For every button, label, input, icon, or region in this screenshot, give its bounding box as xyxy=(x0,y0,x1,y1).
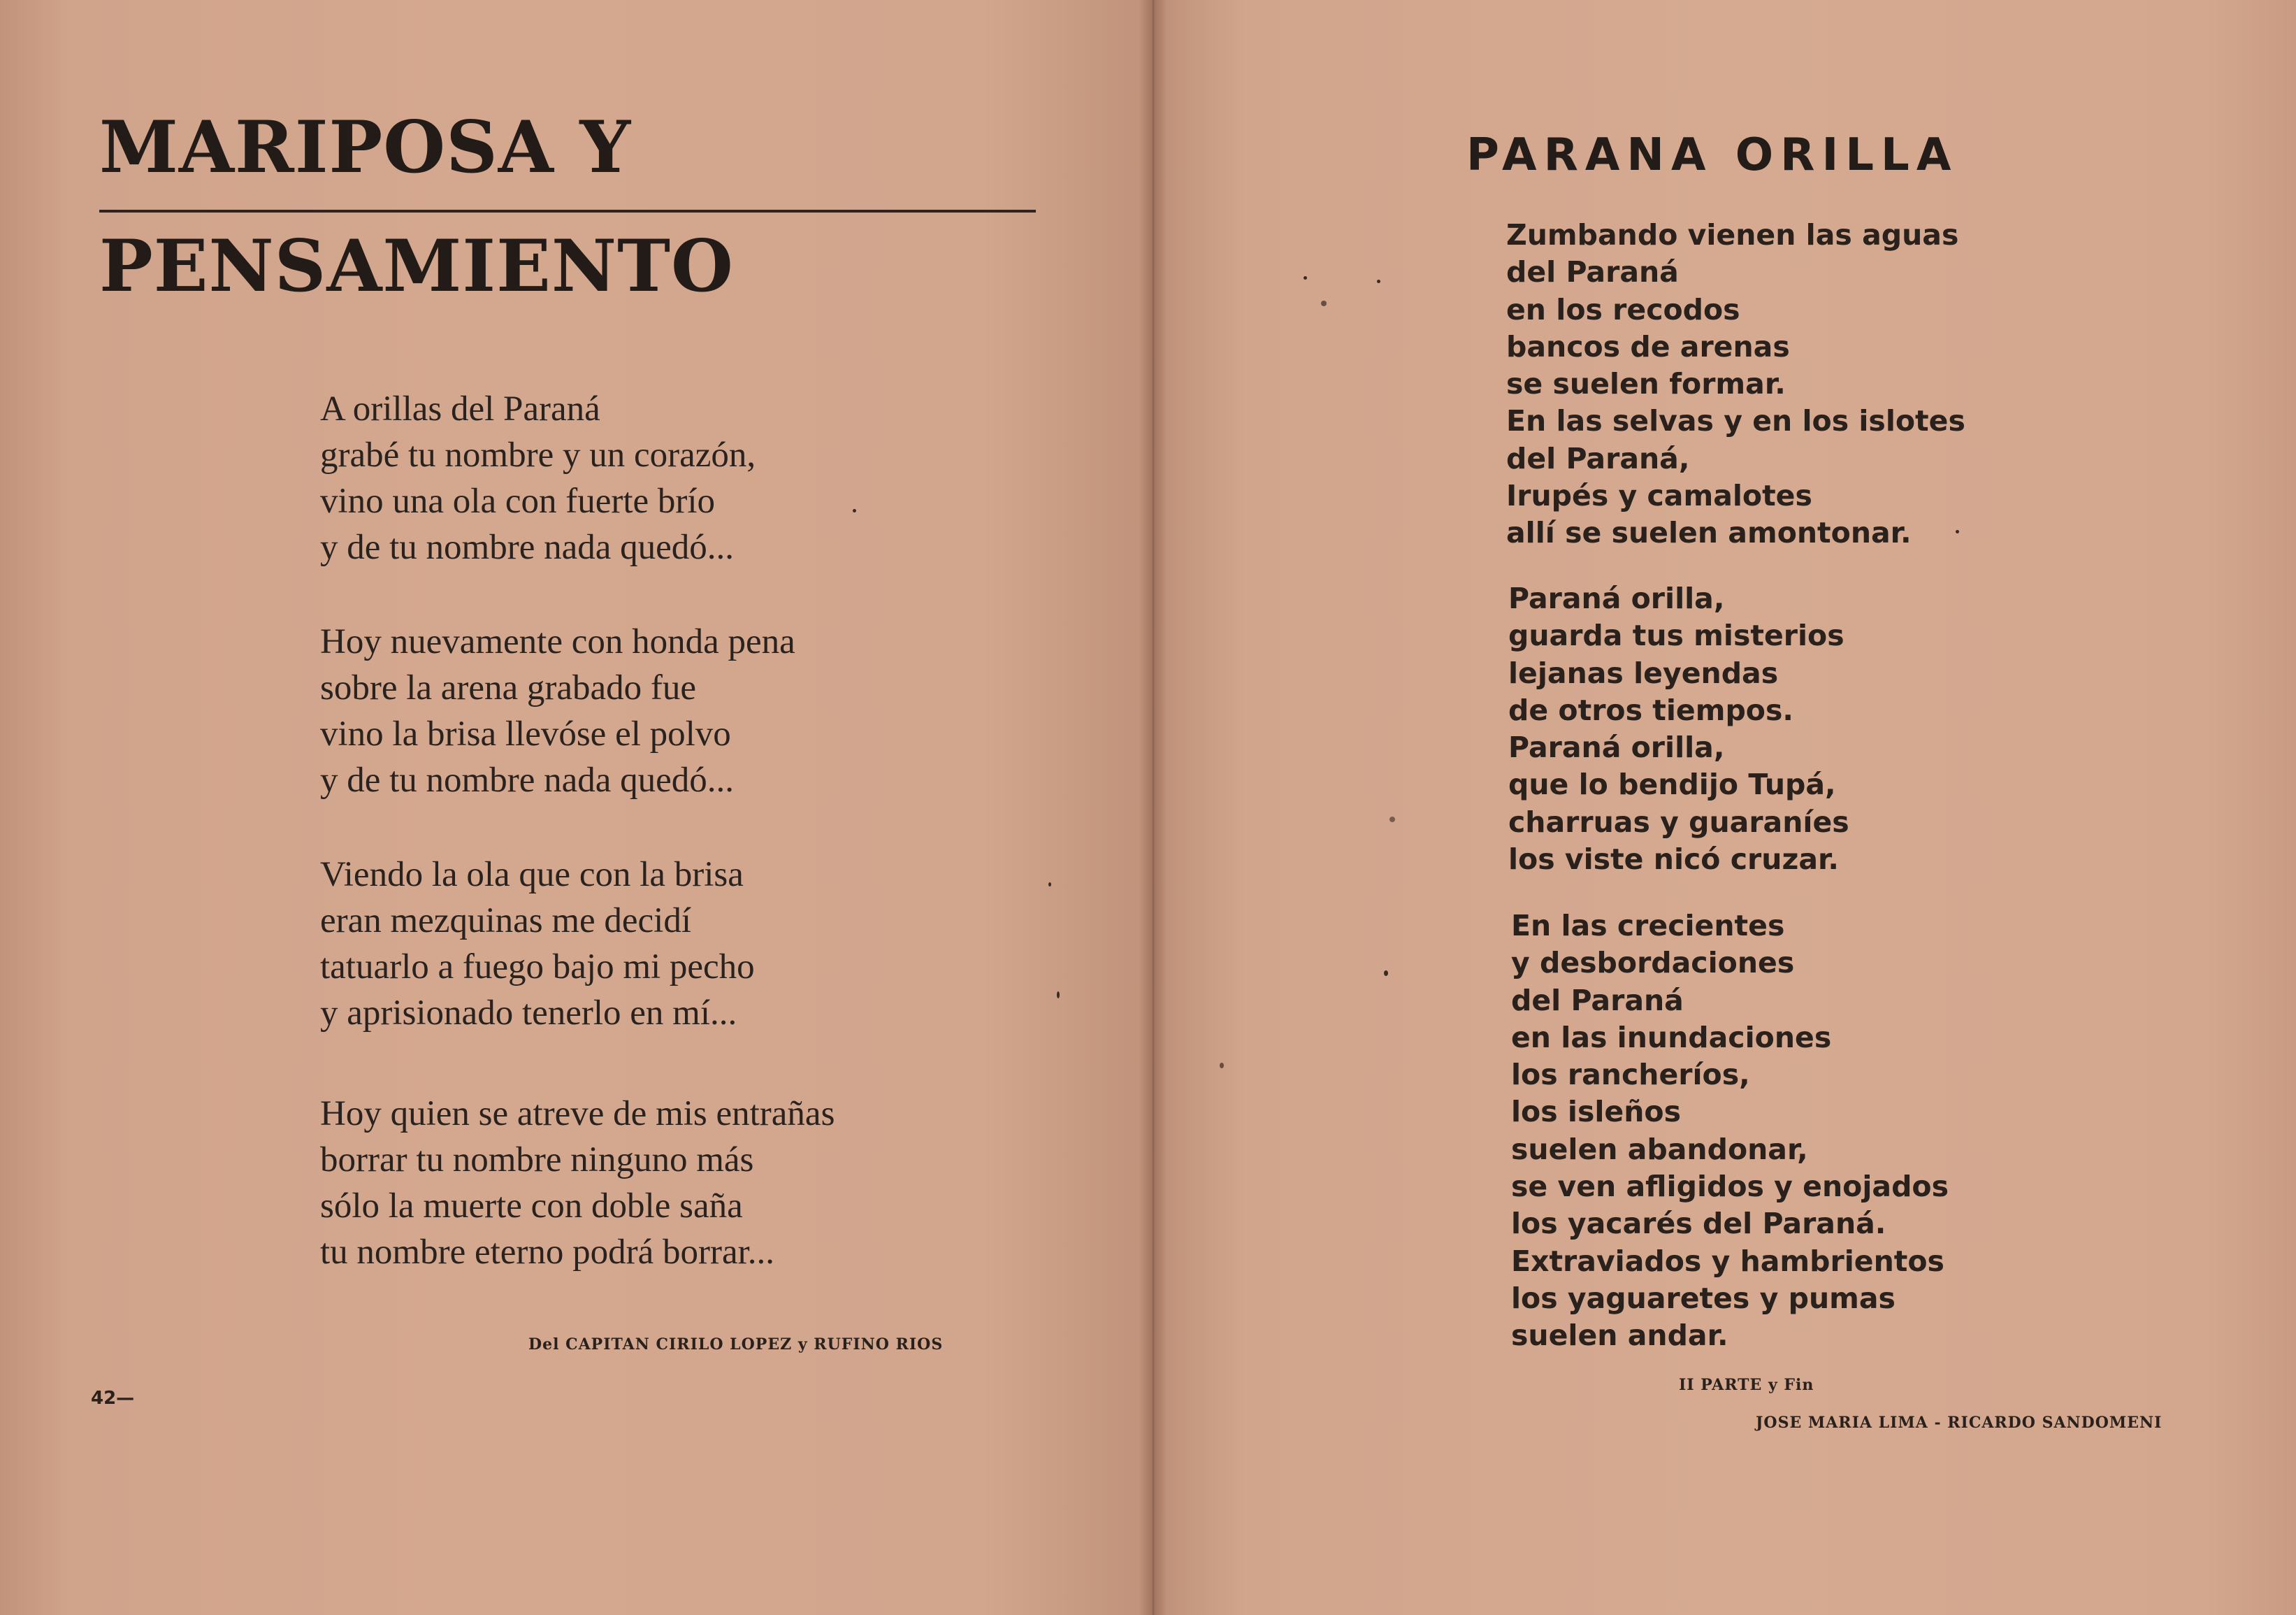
verse-line: allí se suelen amontonar. xyxy=(1506,516,1912,550)
verse-line: tatuarlo a fuego bajo mi pecho xyxy=(320,947,755,986)
verse-line: Hoy nuevamente con honda pena xyxy=(320,622,795,661)
page-number: 42— xyxy=(91,1388,135,1409)
right-credit: JOSE MARIA LIMA - RICARDO SANDOMENI xyxy=(1756,1414,2163,1432)
verse-line: Zumbando vienen las aguas xyxy=(1506,218,1959,252)
verse-line: Irupés y camalotes xyxy=(1506,479,1812,513)
title-divider xyxy=(99,210,1036,213)
verse-line: Viendo la ola que con la brisa xyxy=(320,855,744,894)
verse-line: charruas y guaraníes xyxy=(1508,805,1849,839)
verse-line: del Paraná xyxy=(1506,255,1679,289)
verse-line: los viste nicó cruzar. xyxy=(1508,842,1839,877)
right-title: PARANA ORILLA xyxy=(1466,129,1958,181)
verse-line: en los recodos xyxy=(1506,292,1740,326)
verse-line: los isleños xyxy=(1511,1095,1681,1129)
verse-line: se ven afligidos y enojados xyxy=(1511,1170,1949,1204)
verse-line: tu nombre eterno podrá borrar... xyxy=(320,1233,775,1272)
left-credit: Del CAPITAN CIRILO LOPEZ y RUFINO RIOS xyxy=(528,1335,944,1354)
right-stanza-1 xyxy=(1506,217,1965,552)
verse-line: vino la brisa llevóse el polvo xyxy=(320,715,731,754)
verse-line: los yaguaretes y pumas xyxy=(1511,1281,1896,1315)
verse-line: los yacarés del Paraná. xyxy=(1511,1207,1886,1241)
verse-line: se suelen formar. xyxy=(1506,367,1786,401)
paper-speck xyxy=(1384,970,1388,976)
verse-line: guarda tus misterios xyxy=(1508,619,1844,653)
verse-line: del Paraná, xyxy=(1506,441,1690,475)
paper-speck xyxy=(1377,280,1380,283)
verse-line: de otros tiempos. xyxy=(1508,693,1793,727)
verse-line: y de tu nombre nada quedó... xyxy=(320,761,735,800)
verse-line: y desbordaciones xyxy=(1511,946,1795,980)
right-stanza-3 xyxy=(1511,907,1949,1355)
verse-line: suelen abandonar, xyxy=(1511,1132,1808,1166)
verse-line: sobre la arena grabado fue xyxy=(320,668,697,708)
part-note: II PARTE y Fin xyxy=(1679,1376,1814,1394)
paper-speck xyxy=(1321,301,1327,306)
verse-line: sólo la muerte con doble saña xyxy=(320,1186,743,1226)
verse-line: grabé tu nombre y un corazón, xyxy=(320,436,756,475)
verse-line: A orillas del Paraná xyxy=(320,389,600,429)
paper-speck xyxy=(1956,530,1959,533)
paper-speck xyxy=(1389,817,1395,822)
verse-line: que lo bendijo Tupá, xyxy=(1508,768,1836,802)
verse-line: En las selvas y en los islotes xyxy=(1506,404,1965,438)
verse-line: En las crecientes xyxy=(1511,909,1785,942)
paper-speck xyxy=(1304,276,1307,280)
paper-speck xyxy=(1057,991,1060,998)
verse-line: Paraná orilla, xyxy=(1508,731,1725,765)
verse-line: vino una ola con fuerte brío xyxy=(320,482,716,521)
paper-speck xyxy=(853,509,856,512)
left-title-line-2: PENSAMIENTO xyxy=(99,224,734,308)
left-stanza-1 xyxy=(320,386,756,570)
left-title-line-1: MARIPOSA Y xyxy=(99,106,632,189)
verse-line: y de tu nombre nada quedó... xyxy=(320,528,735,567)
left-stanza-4 xyxy=(320,1091,835,1275)
verse-line: en las inundaciones xyxy=(1511,1020,1832,1054)
verse-line: eran mezquinas me decidí xyxy=(320,901,692,940)
verse-line: bancos de arenas xyxy=(1506,329,1790,364)
paper-speck xyxy=(1220,1063,1224,1068)
right-stanza-2 xyxy=(1508,580,1849,878)
verse-line: Paraná orilla, xyxy=(1508,582,1725,615)
verse-line: borrar tu nombre ninguno más xyxy=(320,1140,754,1179)
left-stanza-2 xyxy=(320,619,795,803)
verse-line: Hoy quien se atreve de mis entrañas xyxy=(320,1094,835,1133)
verse-line: suelen andar. xyxy=(1511,1319,1728,1353)
verse-line: Extraviados y hambrientos xyxy=(1511,1244,1944,1278)
verse-line: y aprisionado tenerlo en mí... xyxy=(320,993,737,1033)
verse-line: del Paraná xyxy=(1511,983,1684,1017)
paper-speck xyxy=(1048,882,1051,887)
verse-line: lejanas leyendas xyxy=(1508,656,1779,690)
right-page xyxy=(1153,0,2296,1615)
book-gutter xyxy=(1139,0,1167,1615)
left-stanza-3 xyxy=(320,852,755,1036)
verse-line: los rancheríos, xyxy=(1511,1058,1750,1092)
